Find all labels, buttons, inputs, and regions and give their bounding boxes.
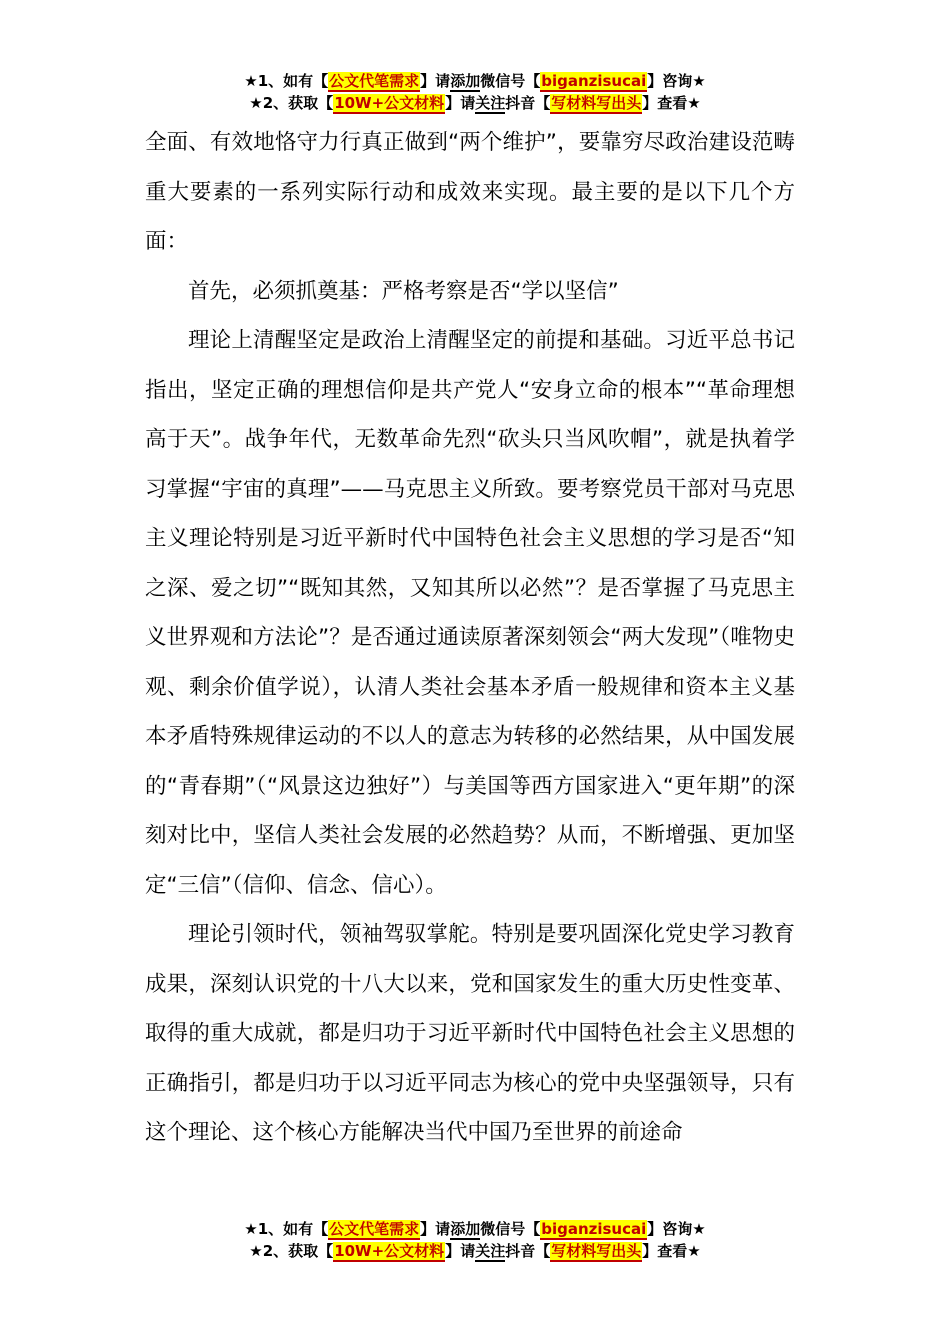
highlight-wechat-id: biganzisucai <box>541 72 647 90</box>
banner-text: 】请 <box>420 72 451 90</box>
highlight-service: 公文代笔需求 <box>329 1220 420 1238</box>
highlight-materials: 10W+公文材料 <box>334 94 445 112</box>
paragraph-leadership: 理论引领时代，领袖驾驭掌舵。特别是要巩固深化党史学习教育成果，深刻认识党的十八大以来，党和国家发生的重大历史性变革、取得的重大成就，都是归功于习近平新时代中国特色社会主义思想的正确指引，都是归功于以习近平同志为核心的党中央坚强领导，只有这个理论、这个核心方能解决当代中国乃至世界的前途命 <box>145 922 795 1145</box>
underlined-word: 关注 <box>475 1242 506 1260</box>
banner-text: 】咨询★ <box>647 1220 706 1238</box>
footer-banner <box>0 1218 950 1262</box>
section-heading: 首先，必须抓奠基：严格考察是否“学以坚信” <box>188 278 619 304</box>
banner-text: 】查看★ <box>642 94 701 112</box>
banner-text: 】请 <box>445 1242 476 1260</box>
highlight-materials: 10W+公文材料 <box>334 1242 445 1260</box>
header-banner <box>0 70 950 114</box>
banner-line-2 <box>0 1240 950 1262</box>
underlined-word: 添加 <box>450 1220 481 1238</box>
banner-text: ★1、如有【 <box>244 1220 329 1238</box>
banner-line-2 <box>0 92 950 114</box>
banner-text: 抖音【 <box>505 94 551 112</box>
document-body <box>145 118 795 1158</box>
banner-text: 】咨询★ <box>647 72 706 90</box>
banner-text: 】查看★ <box>642 1242 701 1260</box>
banner-text: 微信号【 <box>480 72 541 90</box>
banner-text: 】请 <box>420 1220 451 1238</box>
banner-text: 抖音【 <box>505 1242 551 1260</box>
paragraph-intro: 全面、有效地恪守力行真正做到“两个维护”，要靠穷尽政治建设范畴重大要素的一系列实际行动和成效来实现。最主要的是以下几个方面： <box>145 130 795 254</box>
highlight-wechat-id: biganzisucai <box>541 1220 647 1238</box>
highlight-douyin-account: 写材料写出头 <box>551 1242 642 1260</box>
underlined-word: 关注 <box>475 94 506 112</box>
banner-text: 微信号【 <box>480 1220 541 1238</box>
banner-line-1 <box>0 70 950 92</box>
banner-text: 】请 <box>445 94 476 112</box>
banner-text: ★2、获取【 <box>249 94 334 112</box>
banner-text: ★1、如有【 <box>244 72 329 90</box>
banner-line-1 <box>0 1218 950 1240</box>
highlight-service: 公文代笔需求 <box>329 72 420 90</box>
paragraph-theory: 理论上清醒坚定是政治上清醒坚定的前提和基础。习近平总书记指出，坚定正确的理想信仰是共产党人“安身立命的根本”“革命理想高于天”。战争年代，无数革命先烈“砍头只当风吹帽”，就是执着学习掌握“宇宙的真理”——马克思主义所致。要考察党员干部对马克思主义理论特别是习近平新时代中国特色社会主义思想的学习是否“知之深、爱之切”“既知其然，又知其所以必然”？是否掌握了马克思主义世界观和方法论”？是否通过通读原著深刻领会“两大发现”（唯物史观、剩余价值学说），认清人类社会基本矛盾一般规律和资本主义基本矛盾特殊规律运动的不以人的意志为转移的必然结果，从中国发展的“青春期”（“风景这边独好”）与美国等西方国家进入“更年期”的深刻对比中，坚信人类社会发展的必然趋势？从而，不断增强、更加坚定“三信”（信仰、信念、信心）。 <box>145 328 795 898</box>
banner-text: ★2、获取【 <box>249 1242 334 1260</box>
underlined-word: 添加 <box>450 72 481 90</box>
highlight-douyin-account: 写材料写出头 <box>551 94 642 112</box>
